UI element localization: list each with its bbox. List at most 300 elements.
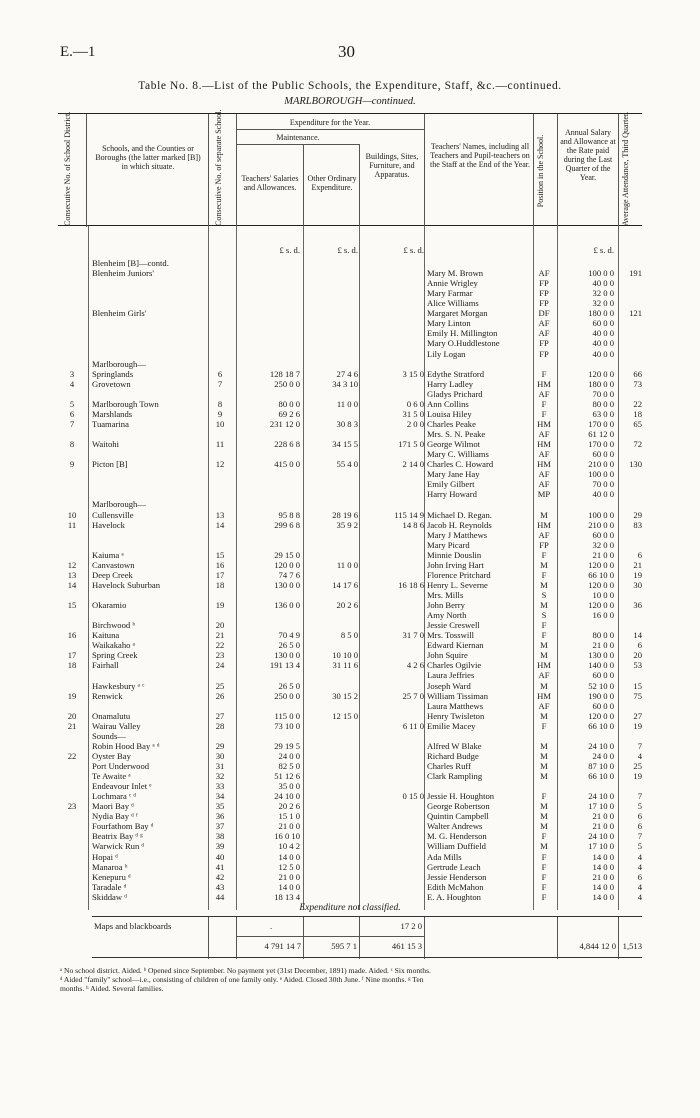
teacher-name: Mary Jane Hay (427, 469, 480, 480)
position-code: S (541, 610, 547, 621)
attendance-figure: 121 (629, 308, 642, 319)
allowance-amount: 70 0 0 (592, 388, 614, 399)
salaries-amount: 10 4 2 (278, 841, 300, 852)
units-allowance: £ s. d. (593, 245, 614, 255)
attendance-figure: 191 (629, 268, 642, 279)
allowance-amount: 21 0 0 (592, 821, 614, 832)
allowance-amount: 24 10 0 (588, 791, 614, 802)
attendance-figure: 72 (633, 439, 642, 450)
school-number: 29 (215, 740, 225, 751)
school-name: Marlborough Town (92, 398, 159, 409)
allowance-amount: 32 0 0 (592, 288, 614, 299)
salaries-amount: 14 0 0 (278, 881, 300, 892)
school-name: Canvastown (92, 559, 135, 570)
teacher-name: Amy North (427, 610, 467, 621)
school-name: Port Underwood (92, 761, 150, 771)
attendance-figure: 21 (633, 559, 642, 570)
salaries-amount: 250 0 0 (274, 690, 300, 701)
header-attendance: Average Attendance, Third Quarter. (621, 111, 630, 226)
allowance-amount: 24 10 0 (588, 740, 614, 751)
position-code: HM (537, 439, 551, 450)
position-code: F (541, 831, 547, 842)
teacher-name: Edward Kiernan (427, 640, 484, 651)
allowance-amount: 40 0 0 (592, 489, 614, 500)
school-name: Beatrix Bay ᵈ ᵍ (92, 831, 143, 842)
allowance-amount: 170 0 0 (588, 418, 614, 429)
allowance-amount: 17 10 0 (588, 841, 614, 852)
school-number: 31 (215, 761, 225, 771)
unclassified-dot: . (270, 921, 273, 931)
other-expenditure: 28 19 6 (332, 509, 358, 520)
teacher-name: John Irving Hart (427, 559, 484, 570)
salaries-amount: 74 7 6 (278, 569, 300, 580)
school-number: 17 (215, 569, 225, 580)
page-number: 30 (338, 42, 355, 61)
position-code: AF (538, 328, 550, 339)
school-number: 39 (215, 841, 225, 852)
attendance-figure: 19 (633, 569, 642, 580)
attendance-figure: 83 (633, 519, 642, 530)
allowance-amount: 24 0 0 (592, 750, 614, 761)
position-code: AF (538, 429, 550, 440)
school-name: Manaroa ʰ (92, 861, 128, 872)
salaries-amount: 26 5 0 (278, 640, 300, 651)
buildings-amount: 0 15 0 (402, 791, 424, 802)
salaries-amount: 69 2 6 (278, 408, 300, 419)
header-separate-school: Consecutive No. of separate School. (214, 109, 223, 226)
other-expenditure: 11 0 0 (336, 559, 358, 570)
attendance-figure: 27 (633, 710, 642, 721)
school-name: Waikakaho ᵃ (92, 640, 135, 651)
school-name: Waitohi (92, 439, 119, 450)
school-name: Blenheim Juniors' (92, 268, 154, 279)
school-number: 40 (215, 851, 225, 862)
salaries-amount: 16 0 10 (274, 831, 300, 842)
position-code: M (540, 761, 548, 771)
teacher-name: John Squire (427, 650, 468, 661)
allowance-amount: 32 0 0 (592, 298, 614, 309)
school-name: Hawkesbury ᵃ ᶜ (92, 680, 145, 691)
allowance-amount: 120 0 0 (588, 710, 614, 721)
teacher-name: Edith McMahon (427, 881, 484, 892)
salaries-amount: 82 5 0 (278, 761, 300, 771)
position-code: HM (537, 519, 551, 530)
school-number: 9 (217, 408, 223, 419)
position-code: M (540, 509, 548, 520)
teacher-name: Mary J Matthews (427, 529, 488, 540)
district-number: 19 (67, 690, 77, 701)
school-name: Wairau Valley (92, 720, 141, 731)
district-number: 16 (67, 630, 77, 641)
district-number: 20 (67, 710, 77, 721)
school-number: 26 (215, 690, 225, 701)
school-name: Grovetown (92, 378, 131, 389)
attendance-figure: 4 (637, 861, 642, 872)
school-number: 15 (215, 549, 225, 560)
school-number: 24 (215, 660, 225, 671)
units-buildings: £ s. d. (403, 245, 424, 255)
school-number: 33 (215, 781, 225, 792)
header-position: Position in the School. (536, 134, 545, 208)
footnote-line-1: ᵃ No school district. Aided. ᵇ Opened since September. No payment yet (31st December, 1891) made. Aided. ᶜ Six months. (60, 966, 431, 975)
total-salaries: 4 791 14 7 (264, 941, 301, 951)
position-code: HM (537, 690, 551, 701)
position-code: FP (539, 348, 549, 359)
district-number: 21 (67, 720, 77, 731)
position-code: AF (538, 268, 550, 279)
school-name: Endeavour Inlet ᵉ (92, 781, 152, 792)
attendance-figure: 5 (637, 841, 642, 852)
other-expenditure: 34 15 5 (332, 439, 358, 450)
school-number: 35 (215, 801, 225, 812)
unclassified-amount: 17 2 0 (400, 921, 422, 931)
attendance-figure: 6 (637, 821, 642, 832)
attendance-figure: 7 (637, 791, 642, 802)
district-number: 15 (67, 600, 77, 611)
allowance-amount: 21 0 0 (592, 871, 614, 882)
buildings-amount: 14 8 6 (402, 519, 424, 530)
document-reference: E.—1 (60, 44, 96, 60)
total-attendance: 1,513 (622, 941, 642, 951)
school-number: 43 (215, 881, 225, 892)
teacher-name: Emily H. Millington (427, 328, 498, 339)
teacher-name: Annie Wrigley (427, 278, 478, 289)
allowance-amount: 80 0 0 (592, 398, 614, 409)
school-number: 21 (215, 630, 225, 641)
attendance-figure: 15 (633, 680, 642, 691)
position-code: M (540, 650, 548, 661)
position-code: AF (538, 529, 550, 540)
header-salaries: Teachers' Salaries and Allowances. (241, 174, 299, 192)
teacher-name: Mrs. S. N. Peake (427, 429, 486, 440)
buildings-amount: 171 5 0 (398, 439, 424, 450)
salaries-amount: 29 15 0 (274, 549, 300, 560)
salaries-amount: 73 10 0 (274, 720, 300, 731)
teacher-name: Ada Mills (427, 851, 462, 862)
table-title: Table No. 8.—List of the Public Schools, the Expenditure, Staff, &c.—continued. (138, 80, 562, 92)
position-code: HM (537, 418, 551, 429)
teacher-name: Gertrude Leach (427, 861, 481, 872)
teacher-name: George Robertson (427, 801, 490, 812)
school-name: Renwick (92, 690, 123, 701)
school-number: 16 (215, 559, 225, 570)
attendance-figure: 19 (633, 720, 642, 731)
allowance-amount: 14 0 0 (592, 881, 614, 892)
position-code: F (541, 871, 547, 882)
allowance-amount: 17 10 0 (588, 801, 614, 812)
other-expenditure: 34 3 10 (332, 378, 358, 389)
position-code: M (540, 821, 548, 832)
salaries-amount: 130 0 0 (274, 650, 300, 661)
allowance-amount: 130 0 0 (588, 650, 614, 661)
total-other: 595 7 1 (331, 941, 357, 951)
school-name: Marshlands (92, 408, 133, 419)
attendance-figure: 14 (633, 630, 642, 641)
other-expenditure: 10 10 0 (332, 650, 358, 661)
allowance-amount: 60 0 0 (592, 670, 614, 681)
school-number: 12 (215, 459, 225, 470)
district-number: 22 (67, 750, 77, 761)
allowance-amount: 60 0 0 (592, 318, 614, 329)
salaries-amount: 21 0 0 (278, 821, 300, 832)
header-teachers: Teachers' Names, including all Teachers and Pupil-teachers on the Staff at the End of the Year. (429, 142, 531, 169)
allowance-amount: 66 10 0 (588, 720, 614, 731)
school-number: 34 (215, 791, 225, 802)
buildings-amount: 2 0 0 (406, 418, 424, 429)
position-code: MP (537, 489, 551, 500)
buildings-amount: 6 11 0 (402, 720, 424, 731)
buildings-amount: 115 14 9 (394, 509, 424, 520)
attendance-figure: 6 (637, 640, 642, 651)
teacher-name: Quintin Campbell (427, 811, 489, 822)
units-other: £ s. d. (337, 245, 358, 255)
allowance-amount: 40 0 0 (592, 328, 614, 339)
teacher-name: Lily Logan (427, 348, 466, 359)
school-name: Havelock (92, 519, 125, 530)
teacher-name: George Wilmot (427, 439, 481, 450)
school-number: 42 (215, 871, 225, 882)
position-code: F (541, 408, 547, 419)
allowance-amount: 180 0 0 (588, 308, 614, 319)
teacher-name: Charles Ruff (427, 761, 471, 771)
school-number: 14 (215, 519, 225, 530)
school-number: 13 (215, 509, 225, 520)
teacher-name: Emily Gilbert (427, 479, 475, 490)
allowance-amount: 60 0 0 (592, 700, 614, 711)
other-expenditure: 14 17 6 (332, 579, 358, 590)
position-code: HM (537, 660, 551, 671)
allowance-amount: 21 0 0 (592, 549, 614, 560)
school-number: 37 (215, 821, 225, 832)
school-name: Kenepuru ᵈ (92, 871, 131, 882)
other-expenditure: 30 15 2 (332, 690, 358, 701)
position-code: F (541, 720, 547, 731)
attendance-figure: 22 (633, 398, 642, 409)
salaries-amount: 120 0 0 (274, 559, 300, 570)
allowance-amount: 120 0 0 (588, 368, 614, 379)
school-name: Marlborough— (92, 499, 146, 510)
teacher-name: Walter Andrews (427, 821, 483, 832)
teacher-name: Ann Collins (427, 398, 469, 409)
teacher-name: Louisa Hiley (427, 408, 472, 419)
school-number: 11 (215, 439, 225, 450)
table-row (0, 892, 700, 903)
attendance-figure: 6 (637, 549, 642, 560)
allowance-amount: 70 0 0 (592, 479, 614, 490)
position-code: AF (538, 449, 550, 460)
salaries-amount: 18 13 4 (274, 891, 300, 902)
position-code: M (540, 600, 548, 611)
teacher-name: Jacob H. Reynolds (427, 519, 492, 530)
table-subtitle: MARLBOROUGH—continued. (284, 96, 416, 107)
salaries-amount: 80 0 0 (278, 398, 300, 409)
attendance-figure: 19 (633, 771, 642, 782)
header-consecutive-district: Consecutive No. of School District. (63, 111, 72, 226)
header-allowance: Annual Salary and Allowance at the Rate paid during the Last Quarter of the Year. (560, 128, 616, 182)
position-code: M (540, 841, 548, 852)
attendance-figure: 4 (637, 891, 642, 902)
school-number: 27 (215, 710, 225, 721)
school-number: 19 (215, 600, 225, 611)
other-expenditure: 11 0 0 (336, 398, 358, 409)
allowance-amount: 210 0 0 (588, 519, 614, 530)
attendance-figure: 6 (637, 871, 642, 882)
allowance-amount: 10 0 0 (592, 589, 614, 600)
attendance-figure: 66 (633, 368, 642, 379)
school-name: Spring Creek (92, 650, 138, 661)
teacher-name: Richard Budge (427, 750, 479, 761)
district-number: 12 (67, 559, 77, 570)
position-code: M (540, 771, 548, 782)
teacher-name: Emilie Macey (427, 720, 476, 731)
salaries-amount: 128 18 7 (269, 368, 300, 379)
position-code: M (540, 680, 548, 691)
school-number: 23 (215, 650, 225, 661)
buildings-amount: 0 6 0 (406, 398, 424, 409)
school-number: 32 (215, 771, 225, 782)
attendance-figure: 130 (629, 459, 642, 470)
other-expenditure: 20 2 6 (336, 600, 358, 611)
position-code: AF (538, 469, 550, 480)
attendance-figure: 30 (633, 579, 642, 590)
school-name: Fourfathom Bay ᵈ (92, 821, 154, 832)
school-number: 7 (217, 378, 223, 389)
school-name: Tuamarina (92, 418, 129, 429)
allowance-amount: 210 0 0 (588, 459, 614, 470)
allowance-amount: 14 0 0 (592, 851, 614, 862)
allowance-amount: 100 0 0 (588, 469, 614, 480)
attendance-figure: 29 (633, 509, 642, 520)
units-salaries: £ s. d. (279, 245, 300, 255)
teacher-name: Mary Farmar (427, 288, 473, 299)
position-code: FP (539, 539, 549, 550)
salaries-amount: 29 19 5 (274, 740, 300, 751)
school-number: 10 (215, 418, 225, 429)
salaries-amount: 299 6 8 (274, 519, 300, 530)
school-name: Taradale ᵈ (92, 881, 127, 892)
position-code: M (540, 559, 548, 570)
school-name: Birchwood ᵇ (92, 620, 135, 631)
school-name: Oyster Bay (92, 750, 131, 761)
school-number: 6 (217, 368, 223, 379)
allowance-amount: 21 0 0 (592, 811, 614, 822)
district-number: 7 (69, 418, 75, 429)
teacher-name: Jessie Creswell (427, 620, 480, 631)
school-name: Nydia Bay ᵈ ᶠ (92, 811, 138, 822)
attendance-figure: 4 (637, 851, 642, 862)
position-code: M (540, 740, 548, 751)
school-number: 28 (215, 720, 225, 731)
position-code: F (541, 861, 547, 872)
teacher-name: Mary Picard (427, 539, 470, 550)
teacher-name: Laura Jeffries (427, 670, 475, 681)
allowance-amount: 40 0 0 (592, 338, 614, 349)
attendance-figure: 65 (633, 418, 642, 429)
buildings-amount: 16 18 6 (398, 579, 424, 590)
position-code: FP (539, 278, 549, 289)
allowance-amount: 66 10 0 (588, 569, 614, 580)
teacher-name: Mary O.Huddlestone (427, 338, 500, 349)
header-expenditure: Expenditure for the Year. (289, 118, 371, 127)
other-expenditure: 12 15 0 (332, 710, 358, 721)
header-schools: Schools, and the Counties or Boroughs (the latter marked [B]) in which situate. (95, 144, 201, 171)
position-code: M (540, 710, 548, 721)
allowance-amount: 40 0 0 (592, 348, 614, 359)
salaries-amount: 70 4 9 (278, 630, 300, 641)
allowance-amount: 120 0 0 (588, 579, 614, 590)
allowance-amount: 16 0 0 (592, 610, 614, 621)
attendance-figure: 73 (633, 378, 642, 389)
salaries-amount: 115 0 0 (274, 710, 300, 721)
position-code: F (541, 881, 547, 892)
school-number: 38 (215, 831, 225, 842)
teacher-name: Mrs. Mills (427, 589, 464, 600)
allowance-amount: 14 0 0 (592, 861, 614, 872)
position-code: F (541, 398, 547, 409)
school-name: Hopai ᵈ (92, 851, 118, 862)
school-number: 20 (215, 620, 225, 631)
total-allowance: 4,844 12 0 (579, 941, 616, 951)
teacher-name: Mary Linton (427, 318, 471, 329)
buildings-amount: 3 15 0 (402, 368, 424, 379)
attendance-figure: 75 (633, 690, 642, 701)
district-number: 14 (67, 579, 77, 590)
allowance-amount: 100 0 0 (588, 268, 614, 279)
allowance-amount: 32 0 0 (592, 539, 614, 550)
district-number: 18 (67, 660, 77, 671)
teacher-name: Henry Twisleton (427, 710, 485, 721)
teacher-name: M. G. Henderson (427, 831, 487, 842)
position-code: F (541, 851, 547, 862)
position-code: M (540, 811, 548, 822)
salaries-amount: 26 5 0 (278, 680, 300, 691)
teacher-name: Charles Peake (427, 418, 476, 429)
position-code: M (540, 579, 548, 590)
district-number: 10 (67, 509, 77, 520)
allowance-amount: 60 0 0 (592, 529, 614, 540)
attendance-figure: 7 (637, 740, 642, 751)
position-code: M (540, 801, 548, 812)
position-code: FP (539, 338, 549, 349)
footnote-line-2: ᵈ Aided "family" school—i.e., consisting of children of one family only. ᵉ Aided. Closed 30th June. ᶠ Nine months. ᵍ Ten (60, 975, 424, 984)
attendance-figure: 18 (633, 408, 642, 419)
teacher-name: Charles C. Howard (427, 459, 494, 470)
school-name: Blenheim Girls' (92, 308, 147, 319)
other-expenditure: 55 4 0 (336, 459, 358, 470)
salaries-amount: 14 0 0 (278, 851, 300, 862)
position-code: F (541, 549, 547, 560)
other-expenditure: 30 8 3 (336, 418, 358, 429)
school-name: Onamalutu (92, 710, 131, 721)
district-number: 13 (67, 569, 77, 580)
teacher-name: E. A. Houghton (427, 891, 481, 902)
position-code: M (540, 750, 548, 761)
district-number: 3 (69, 368, 75, 379)
school-name: Sounds— (92, 730, 126, 741)
position-code: AF (538, 318, 550, 329)
school-number: 30 (215, 750, 225, 761)
teacher-name: Jessie H. Houghton (427, 791, 495, 802)
footnote-line-3: months. ʰ Aided. Several families. (60, 984, 164, 993)
attendance-figure: 7 (637, 831, 642, 842)
district-number: 11 (67, 519, 77, 530)
school-name: Te Awaite ᵃ (92, 771, 131, 782)
position-code: AF (538, 700, 550, 711)
teacher-name: Joseph Ward (427, 680, 471, 691)
position-code: F (541, 791, 547, 802)
allowance-amount: 63 0 0 (592, 408, 614, 419)
allowance-amount: 80 0 0 (592, 630, 614, 641)
